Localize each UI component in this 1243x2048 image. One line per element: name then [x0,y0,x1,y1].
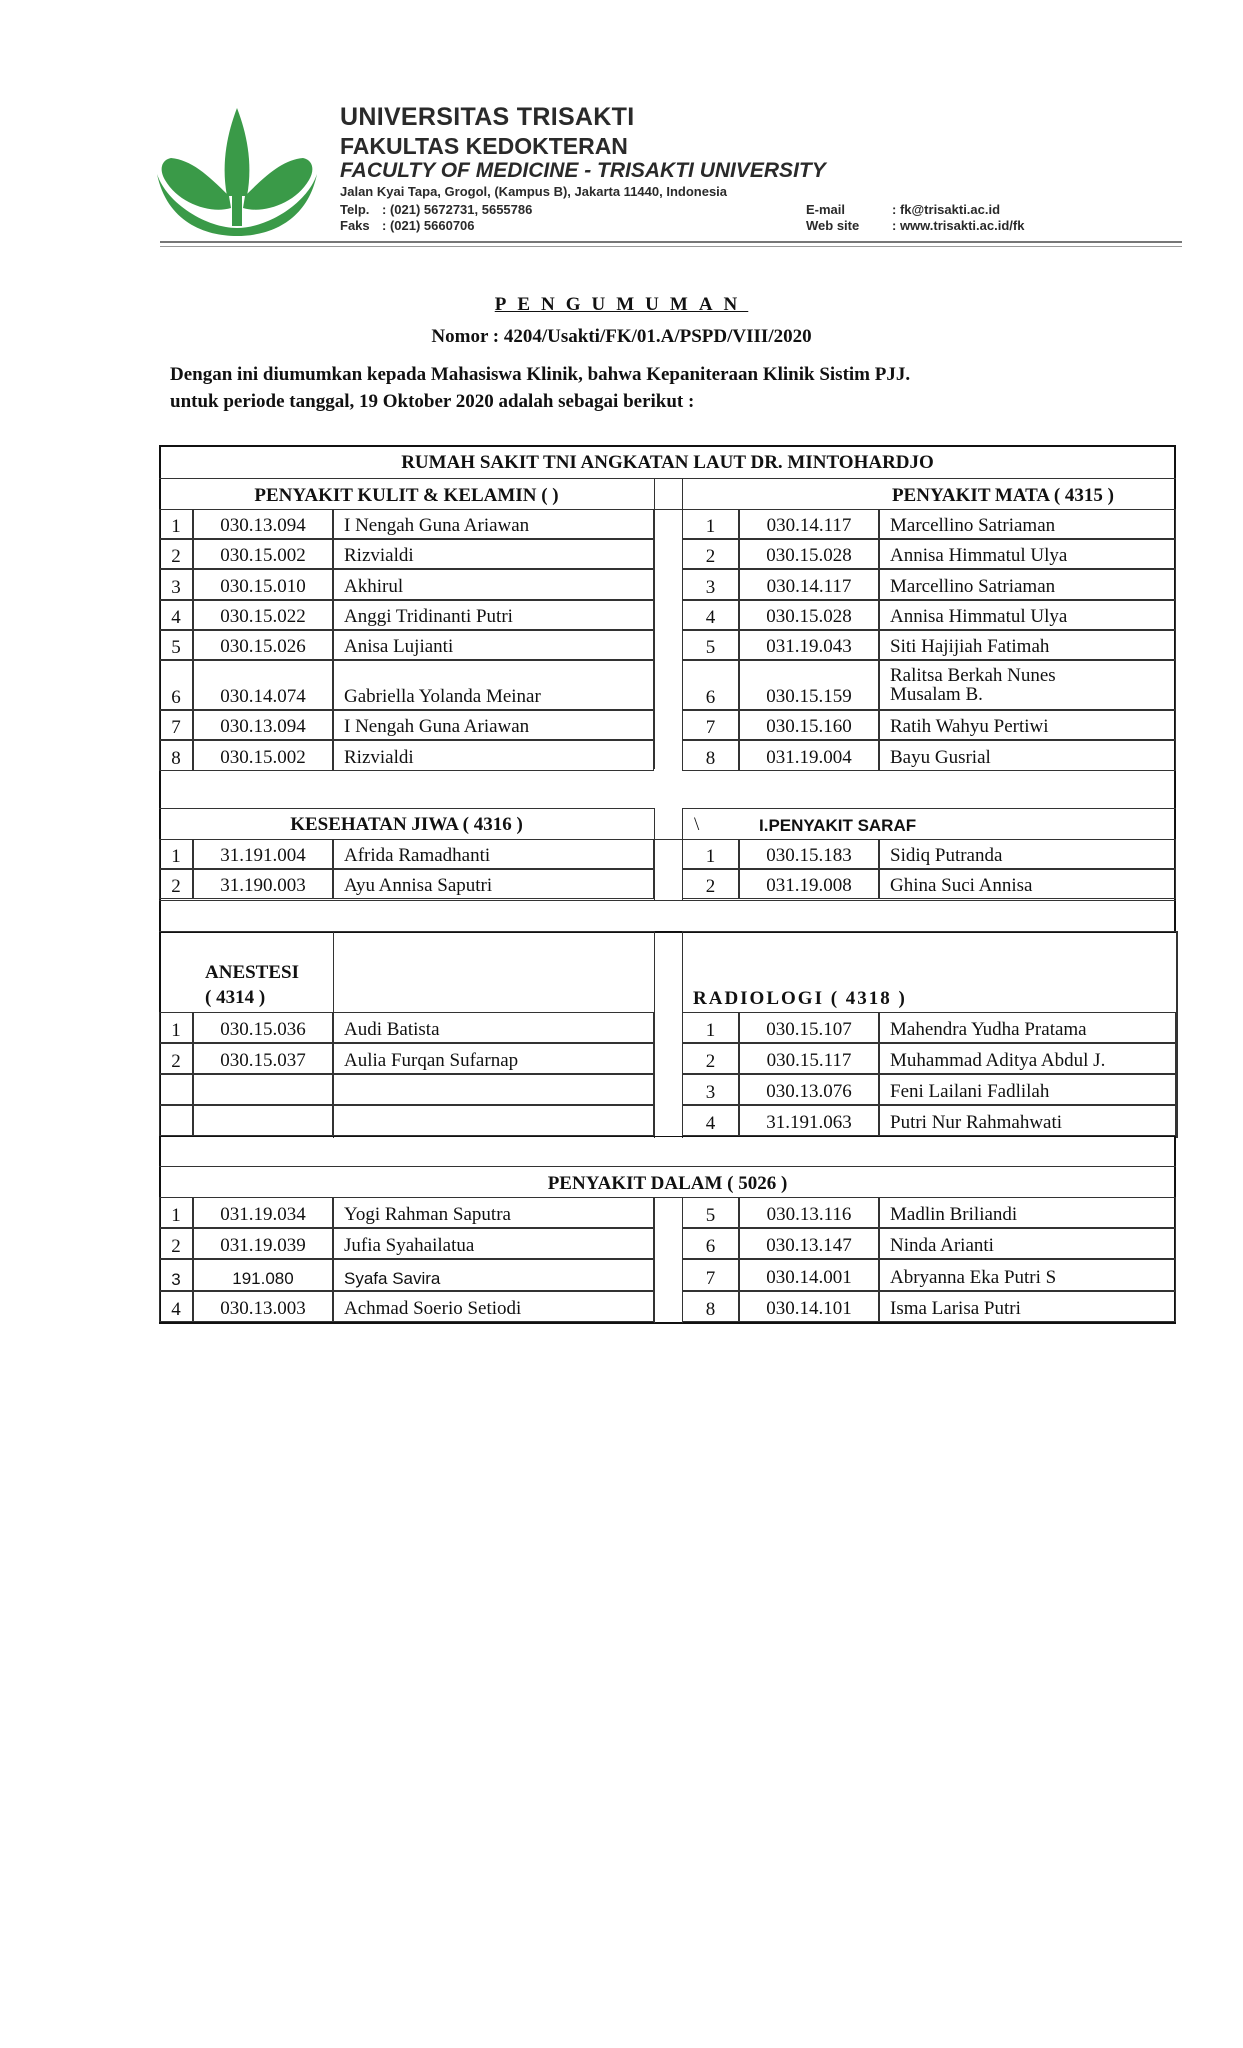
row-number: 1 [159,1012,193,1043]
row-number: 5 [682,630,739,660]
student-id: 030.13.003 [193,1291,333,1322]
student-name: Yogi Rahman Saputra [333,1197,654,1228]
student-id: 030.15.026 [193,630,333,660]
student-id: 030.13.116 [739,1197,879,1228]
student-id: 030.14.117 [739,569,879,600]
student-id: 031.19.039 [193,1228,333,1259]
dalam-title: PENYAKIT DALAM ( 5026 ) [547,1173,788,1194]
faks-value: : (021) 5660706 [382,218,475,233]
row-number: 6 [682,660,739,710]
student-id: 030.14.074 [193,660,333,710]
student-name: Ratih Wahyu Pertiwi [879,710,1176,740]
student-id: 030.15.028 [739,539,879,569]
row-number: 8 [682,1291,739,1322]
saraf-title: I.PENYAKIT SARAF [759,816,917,835]
student-id: 030.14.101 [739,1291,879,1322]
student-name: Putri Nur Rahmahwati [879,1105,1176,1136]
student-id: 031.19.034 [193,1197,333,1228]
hospital-title: RUMAH SAKIT TNI ANGKATAN LAUT DR. MINTOHARDJO [401,452,934,473]
student-name [333,1074,654,1105]
student-id: 030.15.028 [739,600,879,630]
student-name: Muhammad Aditya Abdul J. [879,1043,1176,1074]
row-number: 6 [682,1228,739,1259]
student-name-line: Ralitsa Berkah Nunes [890,664,1056,686]
student-name: Siti Hajijiah Fatimah [879,630,1176,660]
student-id: 030.13.094 [193,710,333,740]
row-number: 2 [682,539,739,569]
letterhead-rule-thin [160,246,1182,247]
student-id: 030.15.036 [193,1012,333,1043]
student-id: 031.19.004 [739,740,879,771]
student-name: Bayu Gusrial [879,740,1176,771]
student-id: 030.15.107 [739,1012,879,1043]
student-id: 030.15.183 [739,839,879,869]
student-id: 31.191.063 [739,1105,879,1136]
row-number: 1 [682,1012,739,1043]
faculty-name-en: FACULTY OF MEDICINE - TRISAKTI UNIVERSITY [340,159,826,182]
student-name [879,660,1176,710]
student-name-line: Musalam B. [890,683,983,705]
student-name: Marcellino Satriaman [879,509,1176,539]
row-number: 3 [682,569,739,600]
student-name: Anisa Lujianti [333,630,654,660]
faks-label: Faks [340,218,370,233]
row-number: 2 [682,1043,739,1074]
student-id: 030.14.117 [739,509,879,539]
student-id: 31.191.004 [193,839,333,869]
row-number: 1 [159,1197,193,1228]
row-number [159,1074,193,1105]
announcement-title: PENGUMUMAN [494,294,749,315]
student-name: I Nengah Guna Ariawan [333,710,654,740]
student-id: 191.080 [193,1259,333,1291]
faculty-name: FAKULTAS KEDOKTERAN [340,133,628,159]
jiwa-title: KESEHATAN JIWA ( 4316 ) [290,814,523,835]
student-name: Sidiq Putranda [879,839,1176,869]
student-name: Audi Batista [333,1012,654,1043]
mata-title: PENYAKIT MATA ( 4315 ) [891,485,1114,506]
web-value: : www.trisakti.ac.id/fk [892,218,1025,233]
student-id: 030.13.094 [193,509,333,539]
row-number: 2 [682,869,739,899]
student-name [333,1105,654,1136]
web-label: Web site [806,218,860,233]
announcement-line-2: untuk periode tanggal, 19 Oktober 2020 adalah sebagai berikut : [170,391,695,412]
student-id: 030.15.002 [193,740,333,771]
student-name: Feni Lailani Fadlilah [879,1074,1176,1105]
university-name: UNIVERSITAS TRISAKTI [340,103,635,131]
student-name: Ghina Suci Annisa [879,869,1176,899]
radiologi-title: RADIOLOGI ( 4318 ) [693,988,907,1009]
row-number: 7 [682,710,739,740]
student-id: 030.15.010 [193,569,333,600]
student-id: 031.19.008 [739,869,879,899]
student-id: 030.15.160 [739,710,879,740]
student-id: 030.15.002 [193,539,333,569]
student-id: 031.19.043 [739,630,879,660]
row-number: 1 [159,839,193,869]
student-name: Gabriella Yolanda Meinar [333,660,654,710]
row-number [159,1105,193,1136]
row-number: 2 [159,869,193,899]
student-id: 31.190.003 [193,869,333,899]
row-number: 8 [159,740,193,771]
student-id [193,1074,333,1105]
row-number: 4 [159,600,193,630]
row-number: 4 [159,1291,193,1322]
announcement-line-1: Dengan ini diumumkan kepada Mahasiswa Klinik, bahwa Kepaniteraan Klinik Sistim PJJ. [170,364,911,385]
anestesi-title: ANESTESI [205,962,299,983]
row-number: 3 [159,569,193,600]
row-number: 7 [159,710,193,740]
row-number: 7 [682,1259,739,1291]
telp-label: Telp. [340,202,370,217]
student-id: 030.14.001 [739,1259,879,1291]
student-name: Abryanna Eka Putri S [879,1259,1176,1291]
row-number: 2 [159,1228,193,1259]
student-name: Marcellino Satriaman [879,569,1176,600]
student-id [193,1105,333,1136]
saraf-marker: \ [694,814,700,835]
student-name: Akhirul [333,569,654,600]
student-id: 030.15.117 [739,1043,879,1074]
student-id: 030.15.037 [193,1043,333,1074]
row-number: 4 [682,600,739,630]
student-name: Syafa Savira [333,1259,654,1291]
kulit-title: PENYAKIT KULIT & KELAMIN ( ) [254,485,559,506]
row-number: 1 [682,839,739,869]
announcement-number: Nomor : 4204/Usakti/FK/01.A/PSPD/VIII/2020 [431,326,812,347]
anestesi-code: ( 4314 ) [205,987,266,1008]
row-number: 6 [159,660,193,710]
row-number: 4 [682,1105,739,1136]
row-number: 3 [159,1259,193,1291]
student-name: Jufia Syahailatua [333,1228,654,1259]
student-name: Anggi Tridinanti Putri [333,600,654,630]
row-number: 5 [682,1197,739,1228]
student-name: Aulia Furqan Sufarnap [333,1043,654,1074]
row-number: 1 [682,509,739,539]
letterhead-rule [160,241,1182,243]
student-id: 030.15.159 [739,660,879,710]
row-number: 2 [159,539,193,569]
row-number: 1 [159,509,193,539]
email-value: : fk@trisakti.ac.id [892,202,1001,217]
row-number: 8 [682,740,739,771]
student-name: I Nengah Guna Ariawan [333,509,654,539]
student-name: Rizvialdi [333,740,654,771]
student-name: Annisa Himmatul Ulya [879,539,1176,569]
announcement-body [170,361,1120,415]
student-name: Rizvialdi [333,539,654,569]
university-logo-icon [157,104,317,236]
student-name: Achmad Soerio Setiodi [333,1291,654,1322]
email-label: E-mail [806,202,846,217]
student-id: 030.13.076 [739,1074,879,1105]
student-name: Isma Larisa Putri [879,1291,1176,1322]
student-name: Ninda Arianti [879,1228,1176,1259]
telp-value: : (021) 5672731, 5655786 [382,202,533,217]
student-name: Mahendra Yudha Pratama [879,1012,1176,1043]
student-name: Annisa Himmatul Ulya [879,600,1176,630]
student-name: Afrida Ramadhanti [333,839,654,869]
student-name: Ayu Annisa Saputri [333,869,654,899]
row-number: 2 [159,1043,193,1074]
address: Jalan Kyai Tapa, Grogol, (Kampus B), Jakarta 11440, Indonesia [340,184,728,199]
row-number: 5 [159,630,193,660]
row-number: 3 [682,1074,739,1105]
student-id: 030.13.147 [739,1228,879,1259]
student-name: Madlin Briliandi [879,1197,1176,1228]
student-id: 030.15.022 [193,600,333,630]
